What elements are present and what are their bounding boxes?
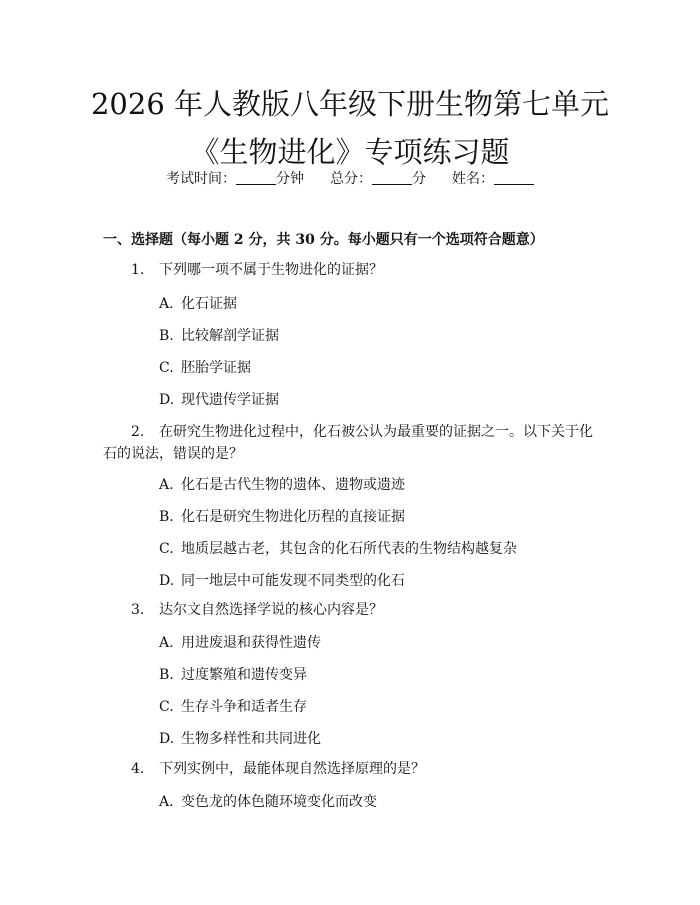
option-label: C. [159, 699, 174, 715]
time-blank [236, 172, 276, 185]
question-1-option-a [159, 293, 237, 313]
option-text: 变色龙的体色随环境变化而改变 [181, 794, 377, 810]
question-1-option-d [159, 389, 279, 409]
option-text: 化石是古代生物的遗体、遗物或遗迹 [181, 477, 405, 493]
option-label: D. [159, 731, 175, 747]
option-label: D. [159, 573, 175, 589]
option-label: A. [159, 477, 174, 493]
question-2-option-d [159, 570, 405, 590]
question-text: 下列哪一项不属于生物进化的证据？ [159, 262, 383, 278]
option-label: B. [159, 328, 174, 344]
score-blank [372, 172, 412, 185]
option-text: 化石是研究生物进化历程的直接证据 [181, 509, 405, 525]
score-unit: 分 [412, 171, 426, 187]
option-text: 地质层越古老，其包含的化石所代表的生物结构越复杂 [181, 541, 517, 557]
section-title: 一、选择题（每小题 2 分，共 30 分。每小题只有一个选项符合题意） [103, 232, 544, 248]
option-text: 胚胎学证据 [181, 360, 251, 376]
option-label: B. [159, 509, 174, 525]
option-label: A. [159, 635, 174, 651]
option-text: 现代遗传学证据 [181, 392, 279, 408]
question-1 [103, 259, 603, 281]
option-label: C. [159, 360, 174, 376]
question-3-option-a [159, 632, 321, 652]
exam-info-line [0, 168, 700, 188]
option-text: 同一地层中可能发现不同类型的化石 [181, 573, 405, 589]
question-number: 3. [131, 602, 145, 618]
question-text: 下列实例中，最能体现自然选择原理的是？ [159, 761, 425, 777]
option-label: B. [159, 667, 174, 683]
question-text: 达尔文自然选择学说的核心内容是？ [159, 602, 383, 618]
option-label: A. [159, 296, 174, 312]
question-3 [103, 599, 603, 621]
question-1-option-b [159, 325, 279, 345]
document-title: 2026 年人教版八年级下册生物第七单元《生物进化》专项练习题 [90, 87, 610, 169]
question-number: 2. [131, 424, 145, 440]
question-4 [103, 758, 603, 780]
option-label: A. [159, 794, 174, 810]
option-text: 化石证据 [181, 296, 237, 312]
question-2-option-c [159, 538, 517, 558]
option-text: 过度繁殖和遗传变异 [181, 667, 307, 683]
question-number: 1. [131, 262, 145, 278]
question-3-option-b [159, 664, 307, 684]
question-2-option-b [159, 506, 405, 526]
option-text: 生存斗争和适者生存 [181, 699, 307, 715]
option-text: 用进废退和获得性遗传 [181, 635, 321, 651]
option-text: 比较解剖学证据 [181, 328, 279, 344]
question-text: 在研究生物进化过程中，化石被公认为最重要的证据之一。以下关于化石的说法，错误的是？ [103, 424, 593, 462]
question-2 [103, 421, 603, 465]
question-1-option-c [159, 357, 251, 377]
question-3-option-c [159, 696, 307, 716]
name-blank [494, 172, 534, 185]
question-2-option-a [159, 474, 405, 494]
question-3-option-d [159, 728, 321, 748]
name-label: 姓名： [452, 171, 494, 187]
time-label: 考试时间： [166, 171, 236, 187]
option-label: D. [159, 392, 175, 408]
score-label: 总分： [330, 171, 372, 187]
time-unit: 分钟 [276, 171, 304, 187]
option-text: 生物多样性和共同进化 [181, 731, 321, 747]
question-4-option-a [159, 791, 377, 811]
option-label: C. [159, 541, 174, 557]
question-number: 4. [131, 761, 145, 777]
